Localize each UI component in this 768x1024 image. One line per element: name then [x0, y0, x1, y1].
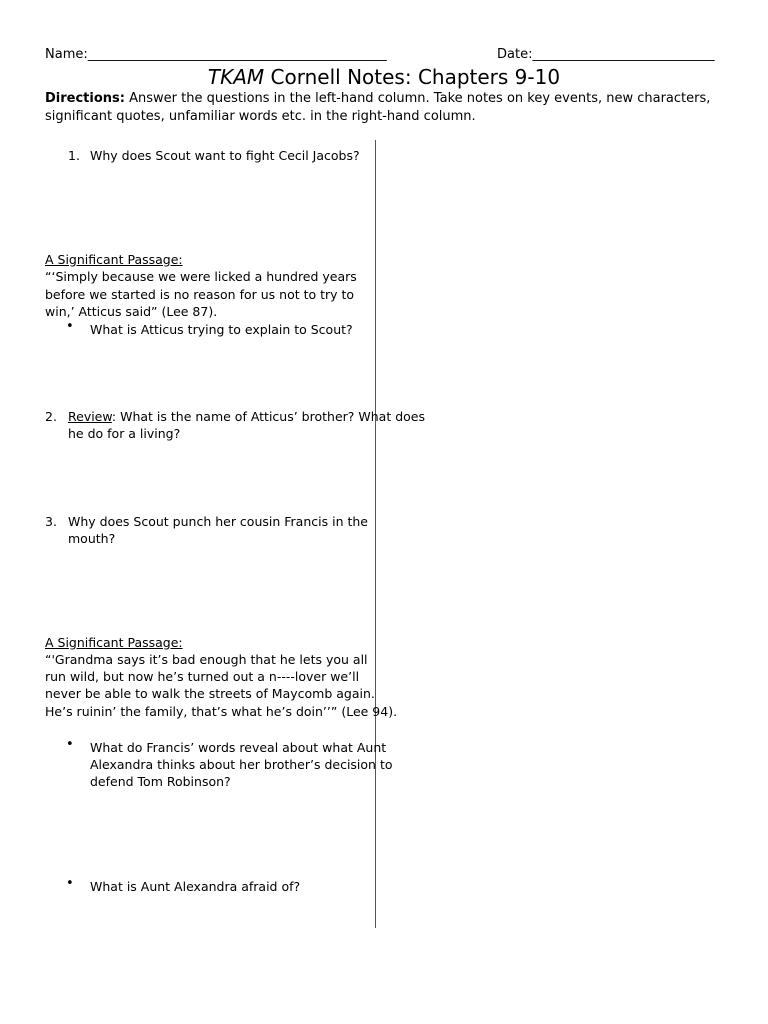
title-rest: Cornell Notes: Chapters 9-10 [264, 65, 561, 89]
passage-2-heading: A Significant Passage: [45, 635, 183, 650]
passage-2-bullet-1-line-1: What do Francis’ words reveal about what Aunt [90, 740, 387, 755]
bullet-icon: • [66, 876, 74, 891]
title-italic: TKAM [207, 65, 265, 89]
question-3-line-1: Why does Scout punch her cousin Francis in the [68, 514, 368, 529]
question-3-line-2: mouth? [68, 531, 116, 546]
bullet-icon: • [66, 319, 74, 334]
passage-1-line-2: before we started is no reason for us not to try to [45, 287, 355, 302]
question-1-text: Why does Scout want to fight Cecil Jacobs? [90, 148, 360, 163]
date-field-line[interactable]: Date:____________________________ [497, 47, 715, 62]
review-label: Review [68, 409, 112, 424]
question-2-line-2: he do for a living? [68, 426, 181, 441]
passage-1-bullet-question: What is Atticus trying to explain to Scout? [90, 322, 353, 337]
question-2-line-1-rest: : What is the name of Atticus’ brother? What does [111, 409, 425, 424]
bullet-icon: • [66, 737, 74, 752]
column-divider [375, 140, 376, 928]
passage-1-line-1: “‘Simply because we were licked a hundred years [45, 269, 357, 284]
passage-1-line-3: win,’ Atticus said” (Lee 87). [45, 304, 218, 319]
passage-1-heading: A Significant Passage: [45, 252, 183, 267]
passage-2-bullet-1-line-2: Alexandra thinks about her brother’s decision to [90, 757, 393, 772]
question-3-number: 3. [45, 514, 57, 529]
passage-2-line-1: “'Grandma says it’s bad enough that he lets you all [45, 652, 368, 667]
directions-label: Directions: [45, 91, 125, 106]
passage-2-line-3: never be able to walk the streets of Maycomb again. [45, 686, 375, 701]
passage-2-line-4: He’s ruinin’ the family, that’s what he’s doin’’” (Lee 94). [45, 704, 398, 719]
passage-2-bullet-2: What is Aunt Alexandra afraid of? [90, 879, 301, 894]
directions-text: Answer the questions in the left-hand column. Take notes on key events, new characters, significant quotes, unfamiliar words etc. in the right-hand column. [45, 91, 711, 124]
name-field-line[interactable]: Name:______________________________________________ [45, 47, 387, 62]
passage-2-bullet-1-line-3: defend Tom Robinson? [90, 774, 231, 789]
question-2-line-1 [68, 408, 425, 426]
question-2-number: 2. [45, 409, 57, 424]
directions [45, 90, 725, 126]
passage-2-line-2: run wild, but now he’s turned out a n----lover we’ll [45, 669, 360, 684]
page-title [0, 64, 768, 90]
question-1-number: 1. [68, 148, 80, 163]
